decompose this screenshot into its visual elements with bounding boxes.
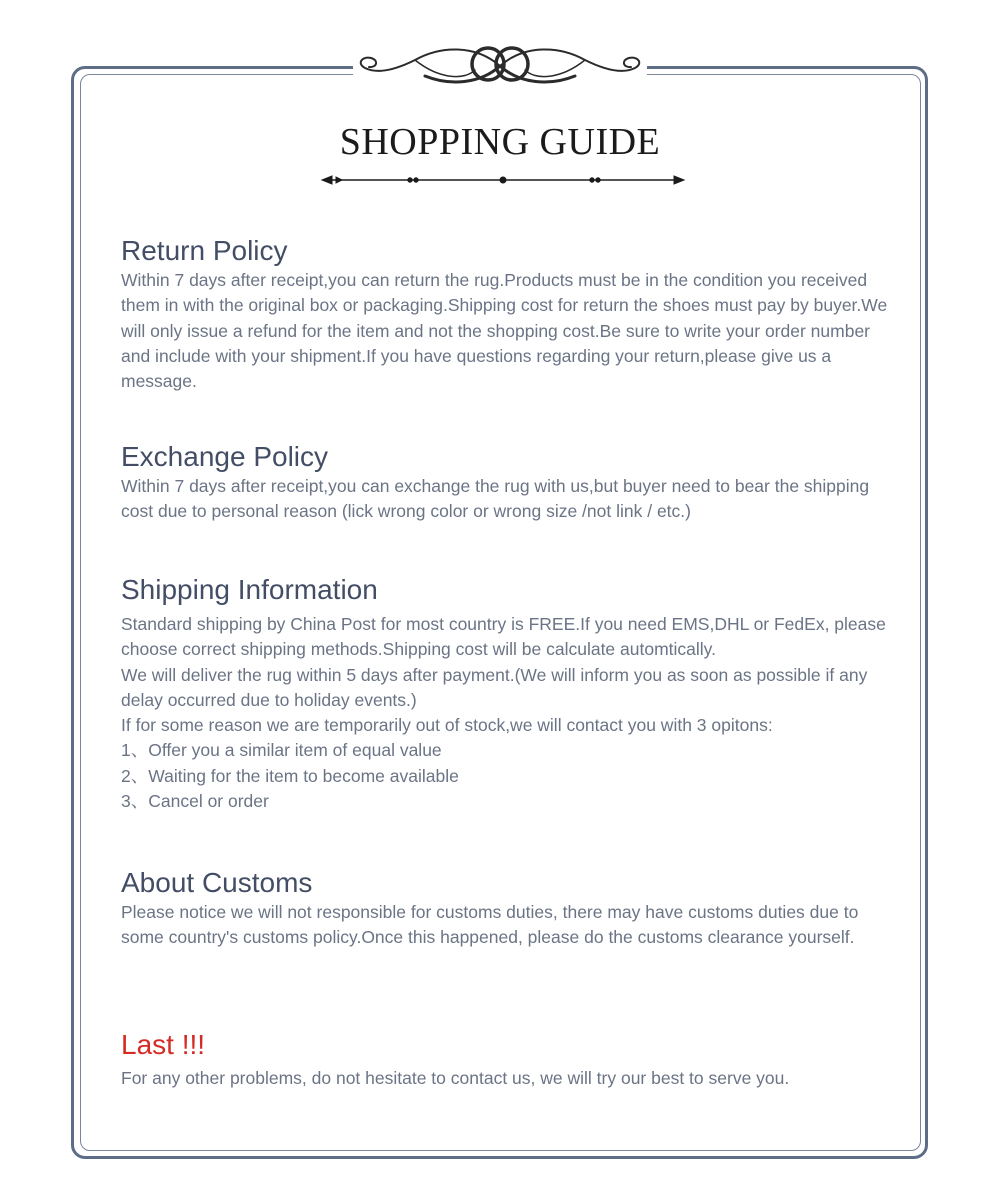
last-section bbox=[121, 1028, 901, 1091]
page-title: SHOPPING GUIDE bbox=[339, 121, 661, 163]
about-customs-heading: About Customs bbox=[121, 867, 313, 898]
exchange-policy-heading: Exchange Policy bbox=[121, 441, 329, 472]
scroll-ornament-icon bbox=[355, 40, 645, 92]
shipping-info-line: Standard shipping by China Post for most country is FREE.If you need EMS,DHL or FedEx, please choose correct shipping methods.Shipping cost will be calculate automtically. bbox=[121, 614, 886, 660]
shipping-information-section bbox=[121, 573, 893, 814]
return-policy-section bbox=[121, 234, 901, 394]
shipping-option-item: 1、Offer you a similar item of equal value bbox=[121, 740, 442, 761]
arrow-divider-icon bbox=[318, 170, 688, 190]
about-customs-section bbox=[121, 866, 871, 951]
return-policy-heading: Return Policy bbox=[121, 235, 288, 266]
exchange-policy-section bbox=[121, 440, 901, 525]
exchange-policy-text: Within 7 days after receipt,you can exchange the rug with us,but buyer need to bear the shipping cost due to personal reason (lick wrong color or wrong size /not link / etc.) bbox=[121, 476, 870, 522]
shipping-info-line: We will deliver the rug within 5 days after payment.(We will inform you as soon as possible if any delay occurred due to holiday events.) bbox=[121, 664, 868, 710]
last-text: For any other problems, do not hesitate to contact us, we will try our best to serve you. bbox=[121, 1068, 790, 1088]
shipping-option-item: 3、Cancel or order bbox=[121, 791, 269, 812]
about-customs-text: Please notice we will not responsible for customs duties, there may have customs duties due to some country's customs policy.Once this happened, please do the customs clearance yourself. bbox=[121, 902, 859, 948]
shipping-information-heading: Shipping Information bbox=[121, 574, 378, 605]
shipping-info-line: If for some reason we are temporarily out of stock,we will contact you with 3 opitons: bbox=[121, 715, 773, 736]
return-policy-text: Within 7 days after receipt,you can return the rug.Products must be in the condition you received them in with the original box or packaging.Shipping cost for return the shoes must pay by buyer.We will only issue a refund for the item and not the shopping cost.Be sure to write your order number and include with your shipment.If you have questions regarding your return,please give us a message. bbox=[121, 270, 888, 392]
last-heading: Last !!! bbox=[121, 1029, 206, 1060]
shipping-option-item: 2、Waiting for the item to become available bbox=[121, 765, 459, 786]
